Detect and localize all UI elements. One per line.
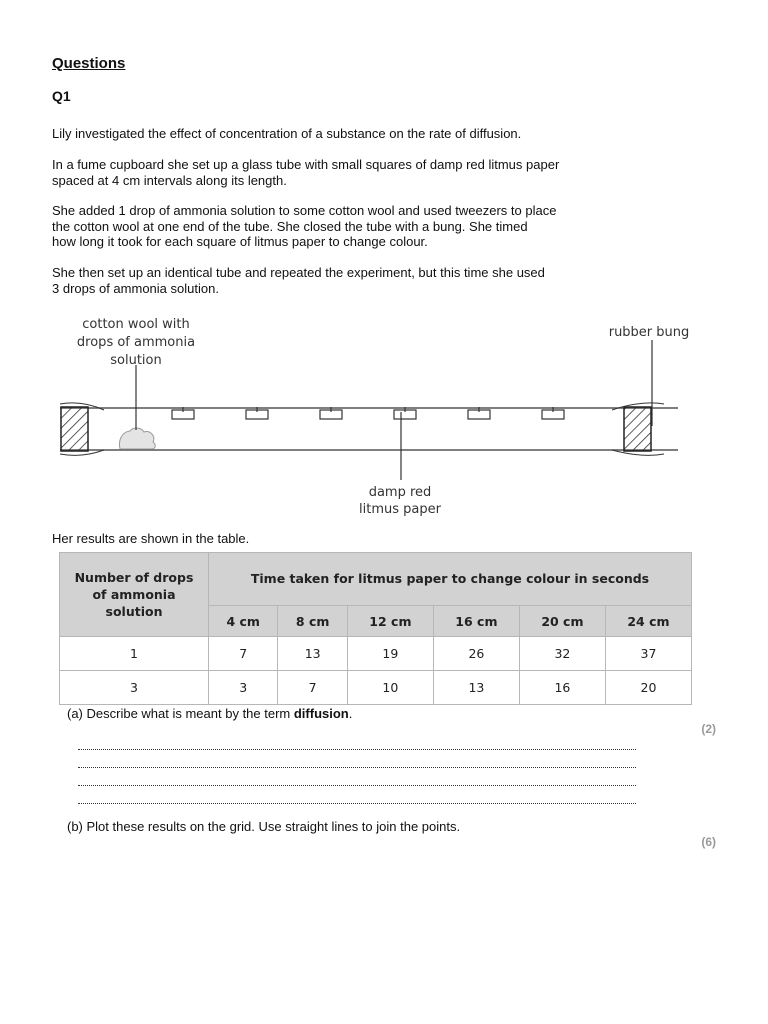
time-cell: 10	[347, 671, 433, 705]
row-header-drops: Number of drops of ammonia solution	[60, 553, 209, 637]
table-row	[60, 637, 692, 671]
part-a-marks: (2)	[701, 722, 716, 736]
litmus-squares	[172, 407, 564, 419]
distance-header: 8 cm	[278, 606, 347, 637]
apparatus-diagram	[52, 308, 712, 523]
intro-paragraph-4: She then set up an identical tube and repeated the experiment, but this time she used 3 drops of ammonia solution.	[52, 265, 545, 296]
time-cell: 16	[519, 671, 605, 705]
answer-line[interactable]	[78, 741, 636, 750]
label-cotton-line-3: solution	[110, 353, 162, 368]
label-litmus-line-1: damp red	[368, 485, 432, 500]
time-cell: 13	[278, 637, 347, 671]
group-header-time: Time taken for litmus paper to change colour in seconds	[209, 553, 692, 606]
distance-header: 16 cm	[433, 606, 519, 637]
part-a-question	[67, 706, 352, 721]
distance-header: 20 cm	[519, 606, 605, 637]
time-cell: 7	[209, 637, 278, 671]
part-a-term: diffusion	[293, 706, 349, 721]
distance-header: 24 cm	[605, 606, 691, 637]
drops-cell: 3	[60, 671, 209, 705]
distance-header: 12 cm	[347, 606, 433, 637]
part-b-question: (b) Plot these results on the grid. Use straight lines to join the points.	[67, 819, 461, 834]
label-cotton-line-1: cotton wool with	[82, 317, 190, 332]
part-a-prefix: (a) Describe what is meant by the term	[67, 706, 294, 721]
label-rubber-bung: rubber bung	[608, 325, 690, 340]
time-cell: 3	[209, 671, 278, 705]
answer-line[interactable]	[78, 795, 636, 804]
part-a-suffix: .	[348, 706, 353, 721]
intro-paragraph-2: In a fume cupboard she set up a glass tube with small squares of damp red litmus paper spaced at 4 cm intervals along its length.	[52, 157, 560, 188]
cotton-wool	[119, 428, 155, 449]
left-bung	[61, 407, 88, 451]
intro-paragraph-3: She added 1 drop of ammonia solution to some cotton wool and used tweezers to place the cotton wool at one end of the tube. She closed the tube with a bung. She timed how long it took for each square of litmus paper to change colour.	[52, 203, 557, 249]
page-title: Questions	[52, 55, 126, 72]
intro-paragraph-1: Lily investigated the effect of concentration of a substance on the rate of diffusion.	[52, 126, 522, 141]
table-row	[60, 671, 692, 705]
time-cell: 19	[347, 637, 433, 671]
distance-header: 4 cm	[209, 606, 278, 637]
part-b-marks: (6)	[701, 835, 716, 849]
label-cotton-line-2: drops of ammonia	[76, 335, 196, 350]
results-intro: Her results are shown in the table.	[52, 531, 250, 546]
question-number: Q1	[52, 88, 71, 104]
time-cell: 32	[519, 637, 605, 671]
rubber-bung	[624, 407, 651, 451]
results-table	[59, 552, 692, 705]
time-cell: 7	[278, 671, 347, 705]
label-litmus-line-2: litmus paper	[359, 502, 441, 517]
time-cell: 13	[433, 671, 519, 705]
drops-cell: 1	[60, 637, 209, 671]
time-cell: 20	[605, 671, 691, 705]
time-cell: 26	[433, 637, 519, 671]
answer-line[interactable]	[78, 777, 636, 786]
answer-line[interactable]	[78, 759, 636, 768]
time-cell: 37	[605, 637, 691, 671]
